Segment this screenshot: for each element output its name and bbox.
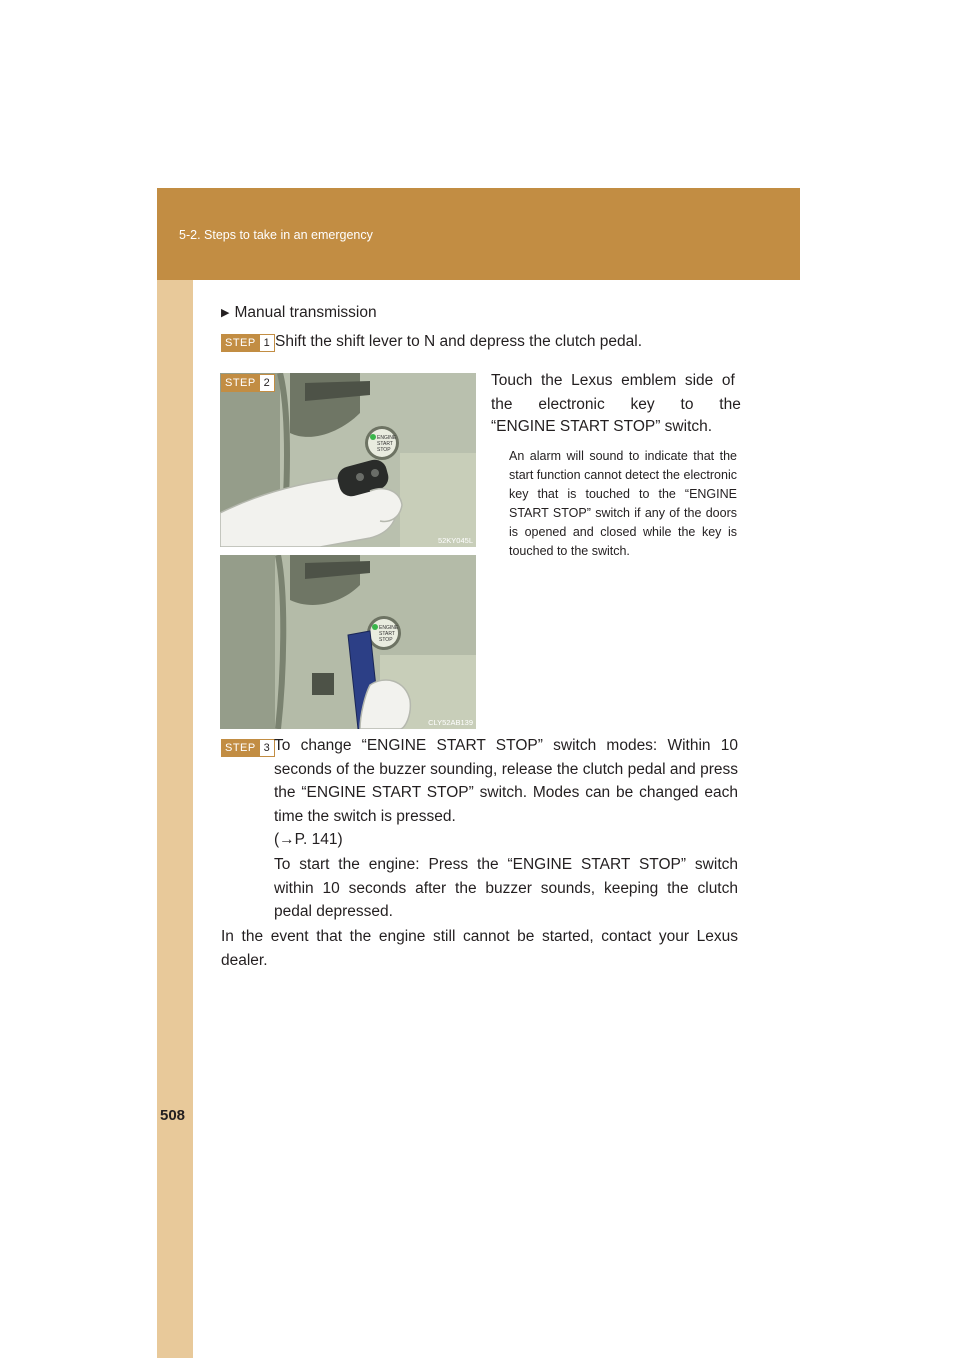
- step-2-line-3: “ENGINE START STOP” switch.: [491, 418, 713, 435]
- svg-text:START: START: [377, 441, 393, 447]
- page-number: 508: [160, 1107, 186, 1124]
- step-number: 2: [260, 375, 274, 391]
- subheading-text: Manual transmission: [234, 304, 377, 321]
- step-2-badge: [221, 374, 275, 392]
- step-2-note: An alarm will sound to indicate that the start function cannot detect the electronic key that is touched to the “ENGINE START STOP” switch if any of the doors is opened and closed while the key is touched to the switch.: [509, 449, 737, 558]
- step-2-line-2: the electronic key to the: [491, 396, 741, 413]
- step-3-paragraph-1: [274, 734, 738, 828]
- step-3-badge: [221, 739, 275, 757]
- section-header-bar: [157, 188, 800, 280]
- illustration-card-key-touch: [220, 555, 476, 729]
- step-word: STEP: [225, 377, 256, 389]
- svg-text:STOP: STOP: [377, 447, 391, 453]
- svg-text:STOP: STOP: [379, 637, 393, 643]
- section-title: 5-2. Steps to take in an emergency: [179, 228, 373, 242]
- step-word: STEP: [225, 337, 256, 349]
- step-1-text: Shift the shift lever to N and depress the clutch pedal.: [275, 333, 643, 350]
- step-3-para-1-text: To change “ENGINE START STOP” switch modes: Within 10 seconds of the buzzer sounding, release the clutch pedal and press the “ENGINE START STOP” switch. Modes can be changed each time the switch is pressed.: [274, 737, 738, 825]
- step-3-page-ref: (→P. 141): [274, 831, 343, 848]
- final-text: In the event that the engine still cannot be started, contact your Lexus dealer.: [221, 928, 738, 969]
- subheading: [221, 304, 377, 322]
- step-number: 1: [260, 335, 274, 351]
- illustration-code: 52KY045L: [437, 536, 473, 545]
- step-3-paragraph-2: To start the engine: Press the “ENGINE START STOP” switch within 10 seconds after the buzzer sounds, keeping the clutch pedal depressed.: [274, 856, 738, 920]
- illustration-key-touch: [220, 373, 476, 547]
- svg-text:ENGINE: ENGINE: [377, 435, 397, 441]
- step-number: 3: [260, 740, 274, 756]
- illustration-code: CLY52AB139: [428, 718, 473, 727]
- step-word: STEP: [225, 742, 256, 754]
- step-1-badge: [221, 334, 275, 352]
- step-2-line-1: Touch the Lexus emblem side of: [491, 372, 735, 389]
- page-sidebar: [157, 188, 193, 1358]
- svg-text:ENGINE: ENGINE: [379, 625, 399, 631]
- triangle-bullet-icon: ▶: [221, 307, 230, 319]
- svg-text:START: START: [379, 631, 395, 637]
